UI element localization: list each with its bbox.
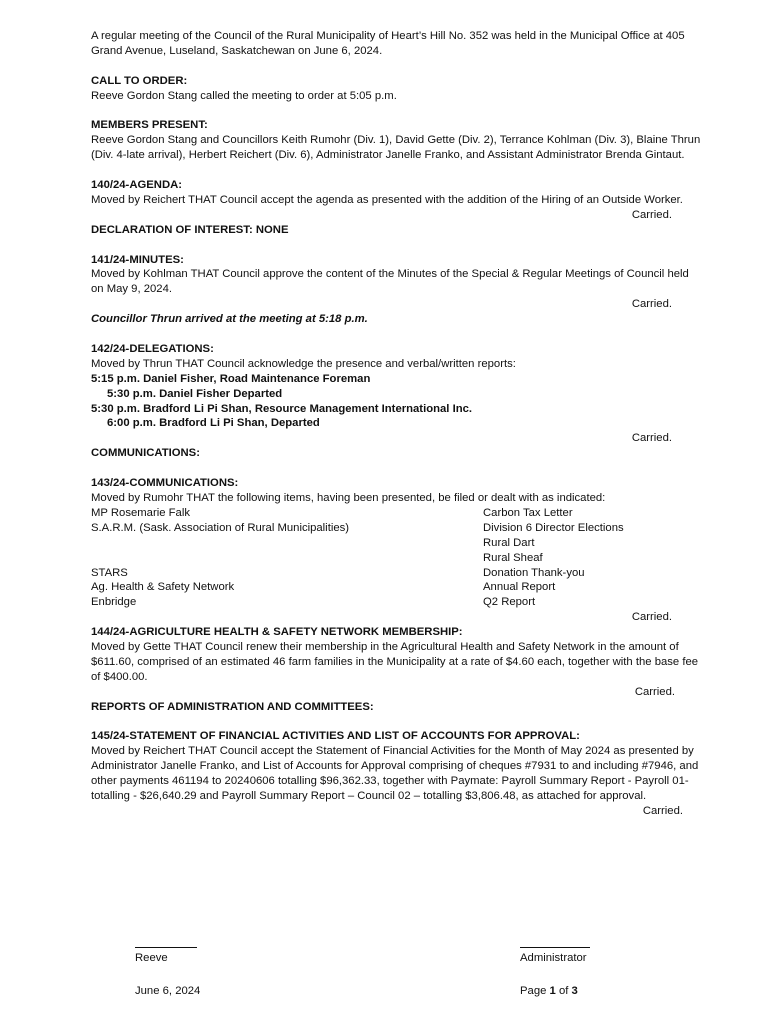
communication-row: [91, 551, 703, 566]
financial-carried: Carried.: [642, 805, 683, 818]
delegations-text: Moved by Thrun THAT Council acknowledge the presence and verbal/written reports:: [91, 357, 516, 370]
intro-paragraph: A regular meeting of the Council of the Rural Municipality of Heart’s Hill No. 352 was held in the Municipal Office at 405 Grand Avenue, Luseland, Saskatchewan on June 6, 2024.: [91, 30, 685, 57]
communication-sender: STARS: [91, 566, 128, 579]
communication-sender: [91, 551, 483, 566]
footer-date: June 6, 2024: [135, 985, 201, 997]
declaration-heading: DECLARATION OF INTEREST: NONE: [91, 223, 289, 236]
administrator-signature: [520, 947, 600, 965]
financial-heading: 145/24-STATEMENT OF FINANCIAL ACTIVITIES AND LIST OF ACCOUNTS FOR APPROVAL:: [91, 730, 580, 743]
agenda-text: Moved by Reichert THAT Council accept the agenda as presented with the addition of the Hiring of an Outside Worker.: [91, 193, 683, 206]
communication-item: Division 6 Director Elections: [483, 521, 624, 534]
communication-item: Q2 Report: [483, 596, 536, 609]
communication-item: Annual Report: [483, 581, 556, 594]
agri-heading: 144/24-AGRICULTURE HEALTH & SAFETY NETWORK MEMBERSHIP:: [91, 626, 463, 639]
minutes-document: [91, 29, 703, 819]
administrator-label: Administrator: [520, 952, 587, 964]
reeve-signature: [135, 947, 197, 965]
agenda-carried: Carried.: [631, 208, 672, 221]
communication-row: [91, 566, 703, 581]
agenda-heading: 140/24-AGENDA:: [91, 179, 183, 192]
financial-text: Moved by Reichert THAT Council accept the Statement of Financial Activities for the Month of May 2024 as presented by Administrator Janelle Franko, and List of Accounts for Approval comprising of cheques #7931 to and including #7946, and other payments 461194 to 20240606 totalling $96,362.33, together with Paymate: Payroll Summary Report - Payroll 01- totalling - $26,640.29 and Payroll Summary Report – Council 02 – totalling $3,806.48, as attached for approval.: [91, 745, 699, 803]
delegation-item: 5:30 p.m. Bradford Li Pi Shan, Resource Management International Inc.: [91, 402, 473, 415]
arrival-note: Councillor Thrun arrived at the meeting at 5:18 p.m.: [91, 313, 368, 326]
communication-item: Rural Sheaf: [483, 551, 543, 564]
delegation-item: 6:00 p.m. Bradford Li Pi Shan, Departed: [107, 417, 320, 430]
reports-heading: REPORTS OF ADMINISTRATION AND COMMITTEES:: [91, 700, 374, 713]
communication-sender: Ag. Health & Safety Network: [91, 581, 235, 594]
delegation-item: 5:15 p.m. Daniel Fisher, Road Maintenance Foreman: [91, 372, 371, 385]
members-text: Reeve Gordon Stang and Councillors Keith Rumohr (Div. 1), David Gette (Div. 2), Terrance Kohlman (Div. 3), Blaine Thrun (Div. 4-late arrival), Herbert Reichert (Div. 6), Administrator Janelle Franko, and Assistant Administrator Brenda Gintaut.: [91, 134, 701, 162]
signature-line: [520, 947, 590, 948]
delegations-carried: Carried.: [631, 432, 672, 445]
delegation-item: 5:30 p.m. Daniel Fisher Departed: [107, 387, 283, 400]
minutes-carried: Carried.: [631, 298, 672, 311]
communication-row: [91, 580, 703, 595]
communication-row: [91, 536, 703, 551]
communication-sender: S.A.R.M. (Sask. Association of Rural Municipalities): [91, 521, 350, 534]
communication-item: Donation Thank-you: [483, 566, 585, 579]
minutes-heading: 141/24-MINUTES:: [91, 253, 184, 266]
page-current: 1: [549, 985, 556, 997]
communication-item: Rural Dart: [483, 536, 535, 549]
agri-carried: Carried.: [634, 685, 675, 698]
agri-text: Moved by Gette THAT Council renew their membership in the Agricultural Health and Safety Network in the amount of $611.60, comprised of an estimated 46 farm families in the Municipality at a rate of $4.60 each, together with the base fee of $400.00.: [91, 641, 699, 683]
page-total: 3: [571, 985, 578, 997]
communication-row: [91, 506, 703, 521]
communication-sender: MP Rosemarie Falk: [91, 506, 190, 519]
members-heading: MEMBERS PRESENT:: [91, 119, 208, 132]
communication-sender: Enbridge: [91, 596, 137, 609]
communications-section-heading: COMMUNICATIONS:: [91, 447, 200, 460]
signature-line: [135, 947, 197, 948]
call-to-order-text: Reeve Gordon Stang called the meeting to order at 5:05 p.m.: [91, 89, 397, 102]
page-number: [520, 984, 578, 998]
communication-row: [91, 595, 703, 610]
page-of: of: [558, 985, 569, 997]
communication-row: [91, 521, 703, 536]
reeve-label: Reeve: [135, 952, 168, 964]
delegations-heading: 142/24-DELEGATIONS:: [91, 342, 214, 355]
communications-carried: Carried.: [631, 611, 672, 624]
communications-text: Moved by Rumohr THAT the following items, having been presented, be filed or dealt with as indicated:: [91, 492, 606, 504]
communication-sender: [91, 536, 483, 551]
call-to-order-heading: CALL TO ORDER:: [91, 74, 188, 87]
communications-heading: 143/24-COMMUNICATIONS:: [91, 477, 239, 490]
minutes-text: Moved by Kohlman THAT Council approve the content of the Minutes of the Special & Regular Meetings of Council held on May 9, 2024.: [91, 268, 689, 296]
page-prefix: Page: [520, 985, 547, 997]
communication-item: Carbon Tax Letter: [483, 506, 573, 519]
